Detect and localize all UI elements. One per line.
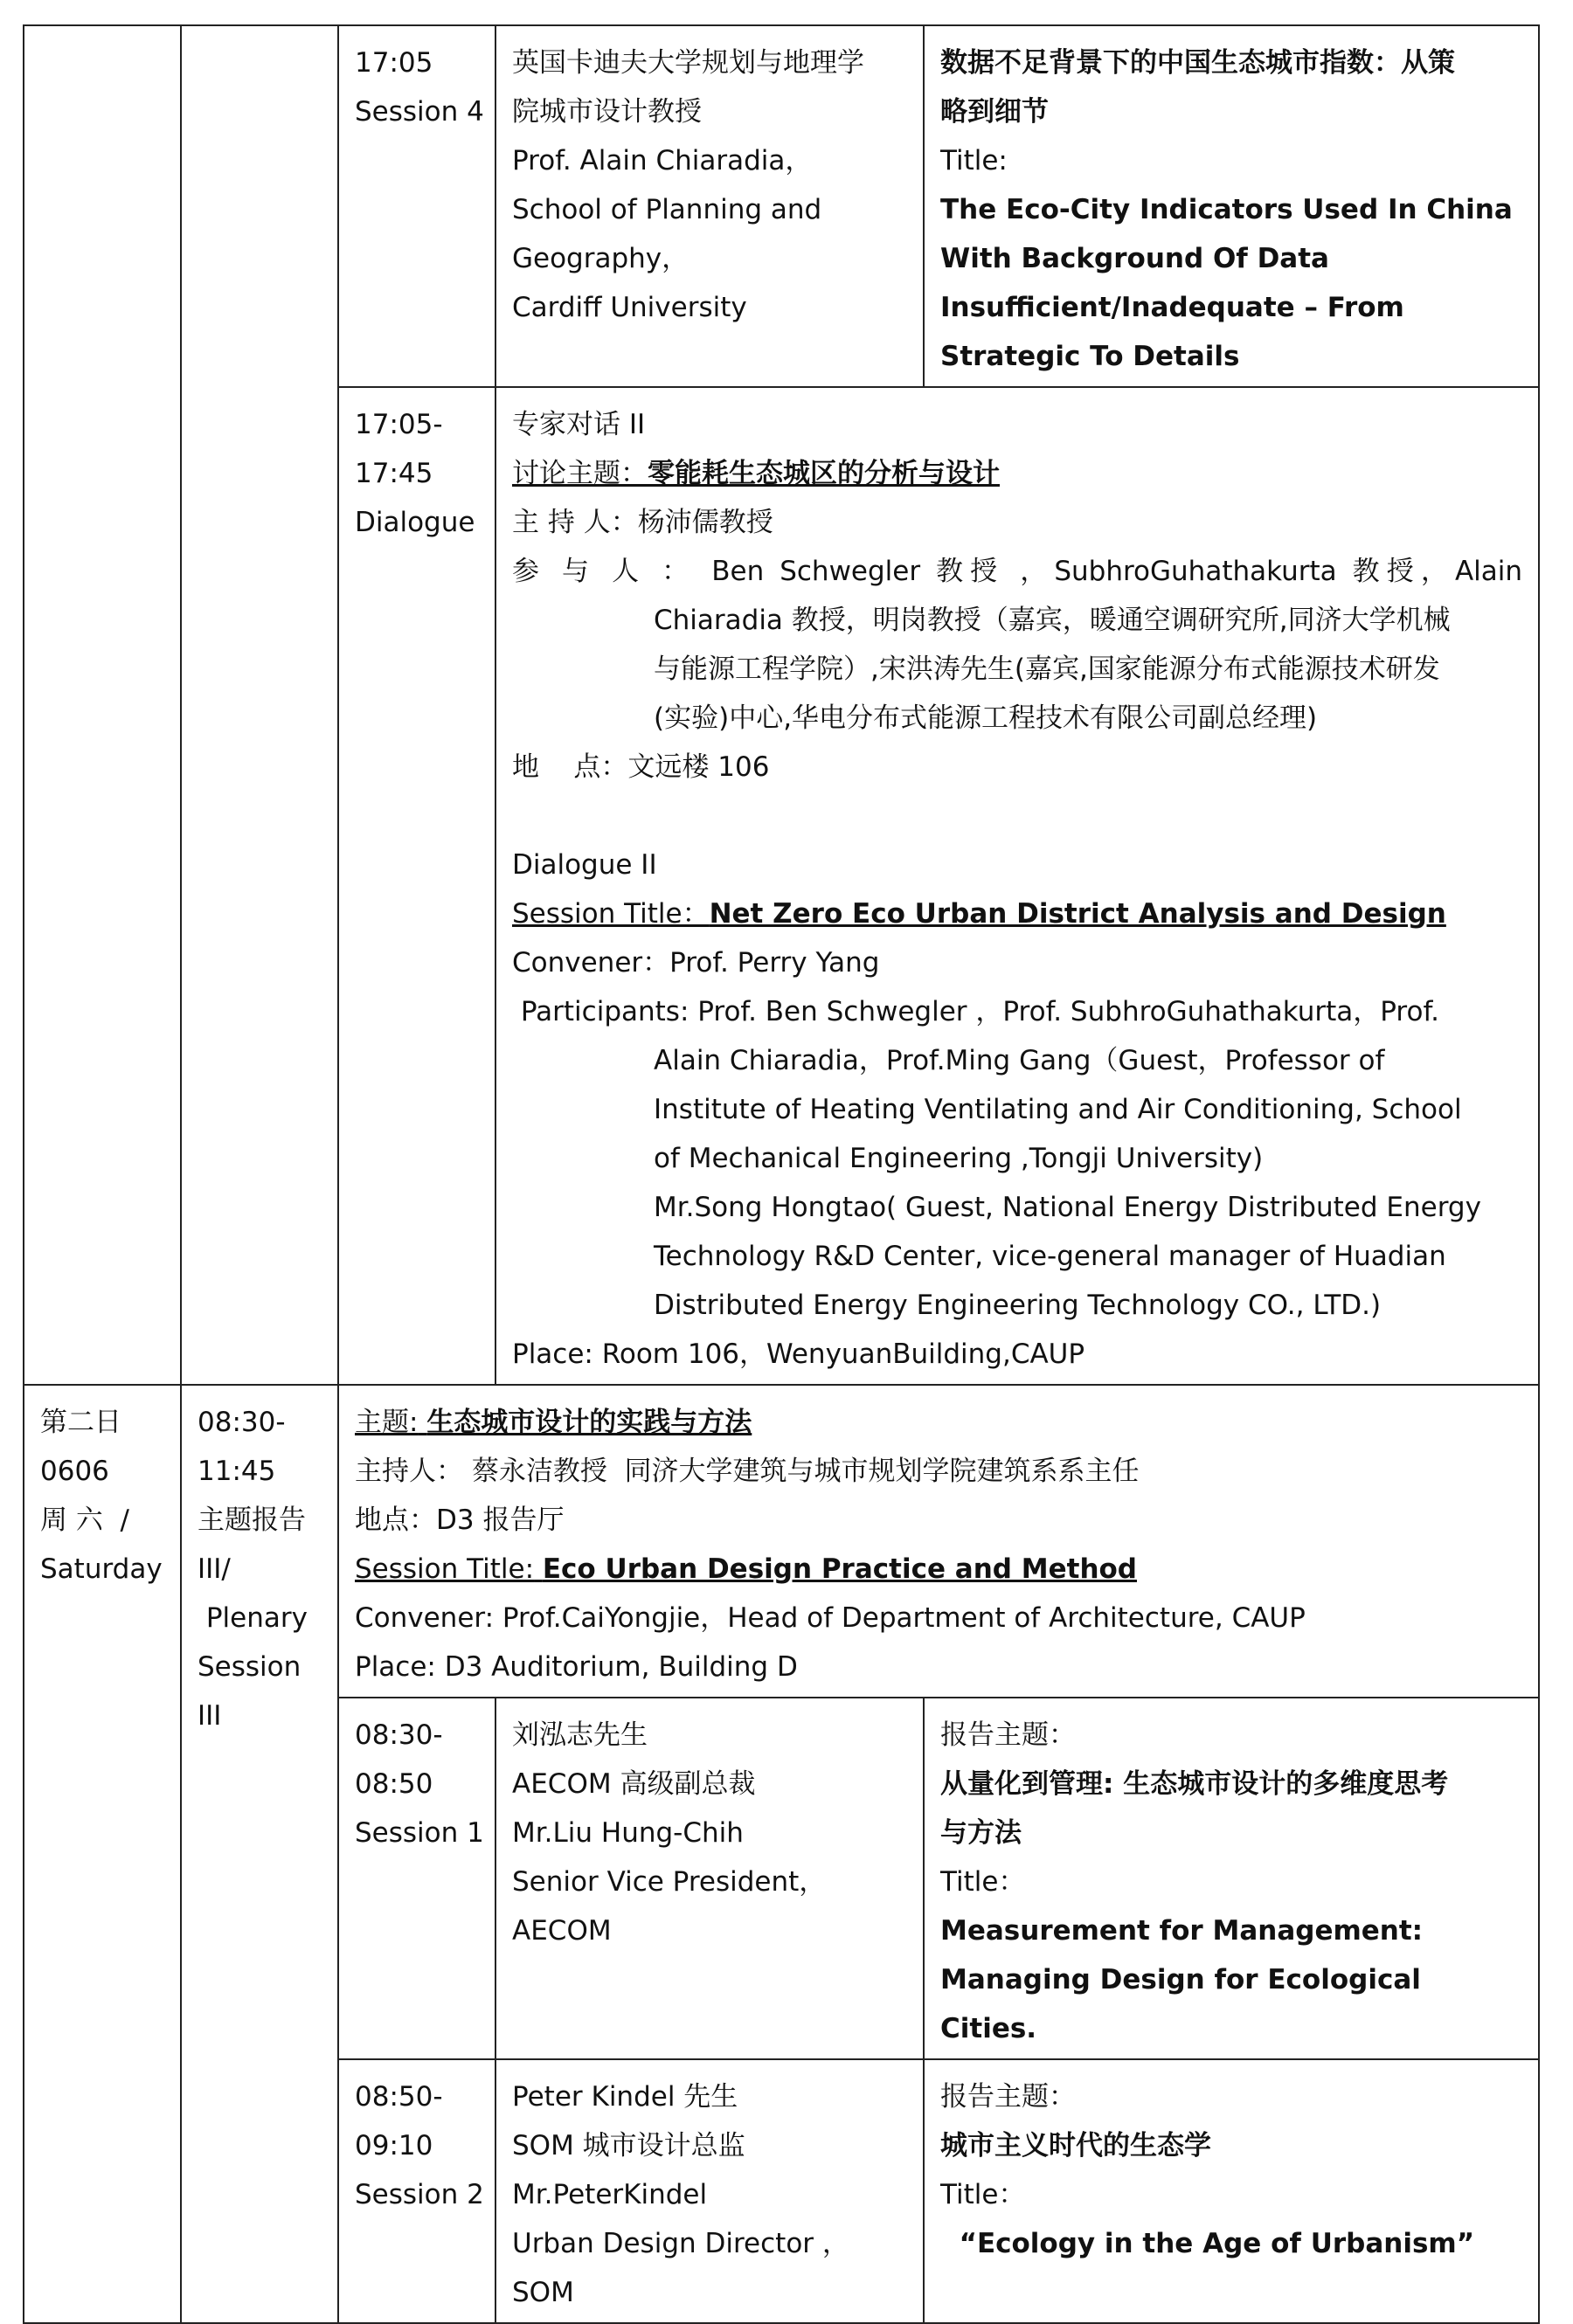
time-line: 08:50- [355, 2081, 443, 2113]
topic-text: 零能耗生态城区的分析与设计 [648, 458, 1000, 489]
participants-line: (实验)中心,华电分布式能源工程技术有限公司副总经理) [654, 702, 1318, 734]
time-line: 09:10 [355, 2130, 433, 2161]
dialogue-en-participants: Participants: Prof. Ben Schwegler ，Prof. SubhroGuhathakurta，Prof. [512, 996, 1439, 1027]
time-cell [338, 387, 495, 1385]
host-text: 杨沛儒教授 [637, 507, 773, 538]
day-cell [24, 1385, 181, 2323]
day-line: 0606 [40, 1456, 109, 1487]
speaker-line: SOM 城市设计总监 [512, 2130, 745, 2161]
speaker-cell [495, 1698, 924, 2059]
speaker-line: Geography， [512, 243, 689, 274]
dialogue-cn-place: 地 点：文远楼 106 [512, 751, 770, 783]
topic-text: Net Zero Eco Urban District Analysis and Design [709, 898, 1446, 930]
speaker-line: Senior Vice President， [512, 1866, 827, 1898]
block-cell-empty [181, 25, 338, 1385]
speaker-line: 英国卡迪夫大学规划与地理学 [512, 47, 864, 79]
topic-en-line: With Background Of Data [940, 243, 1329, 274]
day-line: 周 六 / [40, 1504, 130, 1536]
block-line: 主题报告 [197, 1504, 306, 1536]
table-row-session-4 [24, 25, 1539, 387]
title-label: Title: [940, 145, 1008, 176]
speaker-line: Mr.Liu Hung-Chih [512, 1817, 744, 1849]
topic-en-line: Strategic To Details [940, 341, 1240, 372]
speaker-line: Cardiff University [512, 292, 747, 323]
topic-en-line: Managing Design for Ecological [940, 1964, 1421, 1995]
topic-label: 报告主题： [940, 2081, 1076, 2113]
session-label: Dialogue [355, 507, 475, 538]
session-title-text: Eco Urban Design Practice and Method [542, 1553, 1137, 1585]
title-label: Title： [940, 1866, 1026, 1898]
topic-cn-line: 与方法 [940, 1817, 1022, 1849]
day-line: 第二日 [40, 1407, 121, 1438]
title-label: Title： [940, 2179, 1026, 2210]
session-title-label: Session Title: [355, 1553, 535, 1585]
speaker-line: Prof. Alain Chiaradia， [512, 145, 813, 176]
schedule-table [23, 24, 1540, 2324]
topic-en-line: Cities. [940, 2013, 1037, 2044]
plenary-place-cn: 地点：D3 报告厅 [355, 1504, 565, 1536]
speaker-cell [495, 25, 924, 387]
theme-label: 主题: [355, 1407, 419, 1438]
theme-text: 生态城市设计的实践与方法 [426, 1407, 752, 1438]
participants-line: Alain Chiaradia，Prof.Ming Gang（Guest，Professor of [654, 1045, 1385, 1076]
participants-line: of Mechanical Engineering ,Tongji University) [654, 1143, 1264, 1174]
topic-cell [924, 25, 1539, 387]
dialogue-cn-topic [512, 449, 1522, 498]
plenary-host: 主持人： 蔡永洁教授 同济大学建筑与城市规划学院建筑系系主任 [355, 1456, 1140, 1487]
topic-cn-line: 从量化到管理: 生态城市设计的多维度思考 [940, 1768, 1449, 1800]
topic-label: 报告主题： [940, 1719, 1076, 1751]
plenary-info-cell [338, 1385, 1539, 1698]
speaker-line: Urban Design Director ， [512, 2228, 849, 2259]
time-line: 08:30- [355, 1719, 443, 1751]
plenary-session-title [355, 1545, 1522, 1594]
participants-label: 参 与 人 ： [512, 556, 696, 587]
table-row-day2-plenary [24, 1385, 1539, 1698]
day-line: Saturday [40, 1553, 163, 1585]
participants-line: Technology R&D Center, vice-general manager of Huadian [654, 1241, 1446, 1272]
dialogue-en-heading: Dialogue II [512, 849, 657, 881]
plenary-theme [355, 1398, 1522, 1447]
block-line: Plenary [197, 1602, 308, 1634]
speaker-cell [495, 2059, 924, 2323]
speaker-line: Peter Kindel 先生 [512, 2081, 738, 2113]
plenary-place-en: Place: D3 Auditorium, Building D [355, 1651, 798, 1683]
session-label: Session 2 [355, 2179, 484, 2210]
speaker-line: AECOM [512, 1915, 612, 1947]
spacer [512, 792, 1522, 840]
participants-text: Ben Schwegler 教授 ，SubhroGuhathakurta 教授，Alain [711, 556, 1523, 587]
time-line: 17:05- [355, 409, 443, 440]
topic-en-line: Measurement for Management: [940, 1915, 1424, 1947]
time-cell [338, 1698, 495, 2059]
topic-en-line: Insufficient/Inadequate – From [940, 292, 1404, 323]
topic-cell [924, 1698, 1539, 2059]
participants-line: Mr.Song Hongtao( Guest, National Energy Distributed Energy [654, 1192, 1481, 1223]
topic-en-line: The Eco-City Indicators Used In China [940, 194, 1513, 225]
dialogue-en-topic [512, 889, 1522, 938]
dialogue-cn-heading: 专家对话 II [512, 409, 646, 440]
participants-line: 与能源工程学院）,宋洪涛先生(嘉宾,国家能源分布式能源技术研发 [654, 654, 1440, 685]
time-cell [338, 2059, 495, 2323]
dialogue-cn-participants [512, 547, 1522, 596]
speaker-line: Mr.PeterKindel [512, 2179, 708, 2210]
session-label: Session 4 [355, 96, 484, 128]
participants-line: Distributed Energy Engineering Technology CO., LTD.) [654, 1290, 1382, 1321]
speaker-line: 刘泓志先生 [512, 1719, 648, 1751]
block-cell [181, 1385, 338, 2323]
time-line: 08:50 [355, 1768, 433, 1800]
topic-cn-line: 略到细节 [940, 96, 1049, 128]
host-label: 主 持 人： [512, 507, 638, 538]
speaker-line: School of Planning and [512, 194, 822, 225]
block-line: Session [197, 1651, 301, 1683]
time-line: 17:05 [355, 47, 433, 79]
topic-cell [924, 2059, 1539, 2323]
topic-cn-line: 城市主义时代的生态学 [940, 2130, 1211, 2161]
dialogue-cn-host [512, 498, 1522, 547]
plenary-convener: Convener: Prof.CaiYongjie，Head of Department of Architecture, CAUP [355, 1602, 1306, 1634]
participants-line: Institute of Heating Ventilating and Air Conditioning, School [654, 1094, 1462, 1125]
block-line: 08:30- [197, 1407, 286, 1438]
topic-label: Session Title： [512, 898, 710, 930]
topic-label: 讨论主题： [512, 458, 648, 489]
time-line: 17:45 [355, 458, 433, 489]
block-line: III/ [197, 1553, 231, 1585]
block-line: III [197, 1700, 222, 1732]
participants-line: Chiaradia 教授，明岗教授（嘉宾，暖通空调研究所,同济大学机械 [654, 605, 1451, 636]
block-line: 11:45 [197, 1456, 276, 1487]
dialogue-en-place: Place: Room 106，WenyuanBuilding,CAUP [512, 1338, 1085, 1370]
day-cell-empty [24, 25, 181, 1385]
topic-en-line: “Ecology in the Age of Urbanism” [940, 2228, 1475, 2259]
topic-cn-line: 数据不足背景下的中国生态城市指数：从策 [940, 47, 1455, 79]
speaker-line: 院城市设计教授 [512, 96, 702, 128]
speaker-line: AECOM 高级副总裁 [512, 1768, 756, 1800]
dialogue-en-convener: Convener：Prof. Perry Yang [512, 947, 880, 979]
speaker-line: SOM [512, 2277, 574, 2308]
time-cell [338, 25, 495, 387]
session-label: Session 1 [355, 1817, 484, 1849]
dialogue-cell [495, 387, 1539, 1385]
